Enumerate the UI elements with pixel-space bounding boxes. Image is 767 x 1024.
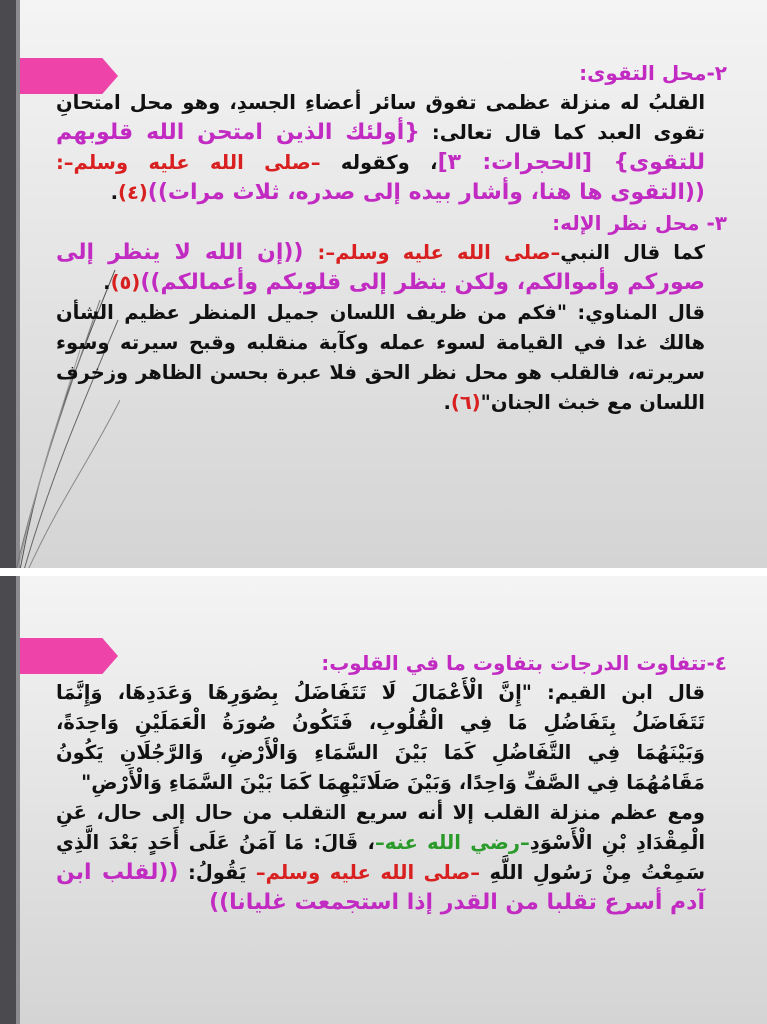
footnote-ref: (٤): [118, 181, 148, 204]
footnote-ref: (٦): [450, 391, 481, 414]
paragraph-heart-turning: [56, 798, 727, 918]
paragraph-munawi-quote: [56, 298, 727, 418]
salutation: –صلى الله عليه وسلم–:: [56, 151, 321, 174]
text-run: القلبُ له منزلة عظمى تفوق سائر أعضاءِ الجسدِ، وهو محل امتحانِ تقوى العبد كما قال تعالى:: [56, 91, 705, 144]
heading-degrees: ٤-تتفاوت الدرجات بتفاوت ما في القلوب:: [321, 651, 727, 675]
quran-verse: {أولئك الذين امتحن الله قلوبهم للتقوى} [الحجرات: ٣]: [56, 120, 705, 175]
companion-salutation: –رضي الله عنه–: [374, 831, 530, 854]
hadith-text: ((إن الله لا ينظر إلى صوركم وأموالكم، ولكن ينظر إلى قلوبكم وأعمالكم)): [56, 240, 705, 295]
slide-1-content: [56, 58, 727, 418]
text-run: .: [443, 391, 451, 414]
text-run: يَقُولُ:: [178, 861, 256, 884]
hadith-text: ((التقوى ها هنا، وأشار بيده إلى صدره، ثلاث مرات)): [147, 180, 705, 205]
paragraph-prophet-saying: كما قال النبي–صلى الله عليه وسلم–: ((إن الله لا ينظر إلى صوركم وأموالكم، ولكن ينظر إلى قلوبكم وأعمالكم))(٥).: [56, 240, 705, 295]
heading-piety-place: ٢-محل التقوى:: [579, 61, 727, 85]
text-run: ومع عظم منزلة القلب إلا أنه سريع التقلب من حال إلى حال، عَنِ الْمِقْدَادِ بْنِ الْأَسْوَدِ: [56, 801, 705, 854]
footnote-ref: (٥): [110, 271, 141, 294]
paragraph-ibn-qayyim: قال ابن القيم: "إِنَّ الْأَعْمَالَ لَا تَتَفَاضَلُ بِصُوَرِهَا وَعَدَدِهَا، وَإِنَّمَا تَتَفَاضَلُ بِتَفَاضُلِ مَا فِي الْقُلُوبِ، فَتَكُونُ صُورَةُ الْعَمَلَيْنِ وَاحِدَةً، وَبَيْنَهُمَا فِي التَّفَاضُلِ كَمَا بَيْنَ السَّمَاءِ وَالْأَرْضِ، وَالرَّجُلَانِ يَكُونُ مَقَامُهُمَا فِي الصَّفِّ وَاحِدًا، وَبَيْنَ صَلَاتَيْهِمَا كَمَا بَيْنَ السَّمَاءِ وَالْأَرْضِ": [56, 681, 705, 794]
paragraph-heart-status: القلبُ له منزلة عظمى تفوق سائر أعضاءِ الجسدِ، وهو محل امتحانِ تقوى العبد كما قال تعالى: {أولئك الذين امتحن الله قلوبهم للتقوى} [الحجرات: ٣]، وكقوله –صلى الله عليه وسلم–: ((التقوى ها هنا، وأشار بيده إلى صدره، ثلاث مرات))(٤).: [56, 91, 705, 205]
heading-gods-view: ٣- محل نظر الإله:: [552, 211, 727, 235]
text-run: ، قَالَ: مَا آمَنُ عَلَى أَحَدٍ بَعْدَ الَّذِي سَمِعْتُ مِنْ رَسُولِ اللَّهِ: [56, 831, 706, 884]
text-run: قال المناوي: "فكم من ظريف اللسان جميل المنظر عظيم الشأن هالك غدا في القيامة لسوء عمله وكآبة منقلبه وقبح سيرته وسوء سريرته، فالقلب هو محل نظر الحق فلا عبرة بحسن الظاهر وزخرف اللسان مع خبث الجنان": [56, 301, 705, 414]
salutation: –صلى الله عليه وسلم–:: [317, 241, 561, 264]
slide-sidebar: [0, 576, 16, 1024]
salutation: –صلى الله عليه وسلم–: [255, 861, 480, 884]
slide-2: [0, 576, 767, 1024]
text-run: ، وكقوله: [320, 151, 438, 174]
text-run: كما قال النبي: [560, 241, 705, 264]
slide-2-content: [56, 648, 727, 918]
hadith-text: ((لقلب ابن آدم أسرع تقلبا من القدر إذا استجمعت غليانا)): [56, 860, 705, 915]
